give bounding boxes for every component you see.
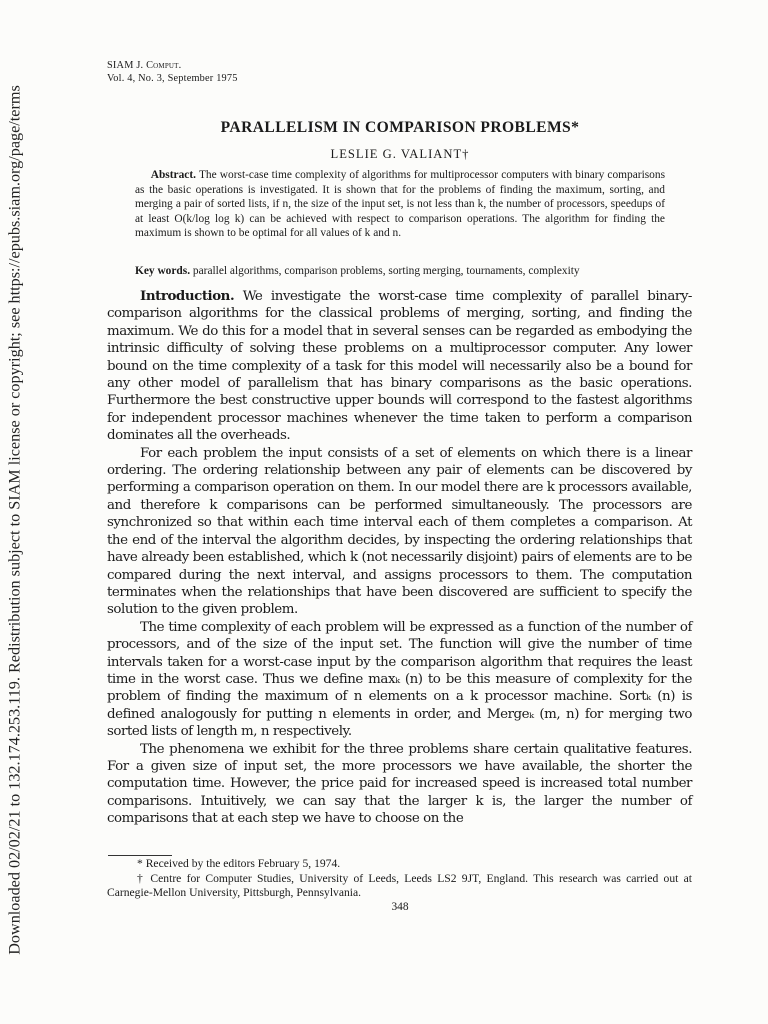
paragraph-3: The time complexity of each problem will be expressed as a function of the number of processors, and of the size of the input set. The function will give the number of time intervals taken for a worst-case input by the comparison algorithm that requires the least time in the worst case. Thus we define maxₖ (n) to be this measure of complexity for the problem of finding the maximum of n elements on a k processor machine. Sortₖ (n) is defined analogously for putting n elements in order, and Mergeₖ (m, n) for merging two sorted lists of length m, n respectively. [107, 619, 692, 740]
abstract-text: The worst-case time complexity of algorithms for multiprocessor computers with binary comparisons as the basic operations is investigated. It is shown that for the problems of finding the maximum, sorting, and merging a pair of sorted lists, if n, the size of the input set, is not less than k, the number of processors, speedups of at least O(k/log log k) can be achieved with respect to comparison operations. The algorithm for finding the maximum is shown to be optimal for all values of k and n. [135, 169, 665, 240]
paper-author: LESLIE G. VALIANT† [330, 147, 470, 161]
journal-volume: Vol. 4, No. 3, September 1975 [107, 72, 238, 84]
download-notice-text: Downloaded 02/02/21 to 132.174.253.119. Redistribution subject to SIAM license or copyright; see https://epubs.siam.org/page/terms [5, 85, 24, 955]
paragraph-2: For each problem the input consists of a set of elements on which there is a linear ordering. The ordering relationship between any pair of elements can be discovered by performing a comparison operation on them. In our model there are k processors available, and therefore k comparisons can be performed simultaneously. The processors are synchronized so that within each time interval each of them completes a comparison. At the end of the interval the algorithm decides, by inspecting the ordering relationships that have already been established, which k (not necessarily disjoint) pairs of elements are to be compared during the next interval, and assigns processors to them. The computation terminates when the relationships that have been discovered are sufficient to specify the solution to the given problem. [107, 445, 692, 618]
footnote-affiliation: † Centre for Computer Studies, University of Leeds, Leeds LS2 9JT, England. This research was carried out at Carnegie-Mellon University, Pittsburgh, Pennsylvania. [107, 871, 692, 900]
body-text [107, 288, 692, 828]
footnote-received: * Received by the editors February 5, 1974. [137, 857, 341, 870]
page-number: 348 [391, 901, 409, 913]
download-notice [0, 0, 30, 1024]
footnotes [107, 857, 692, 901]
paragraph-introduction [107, 288, 692, 445]
paper-title: PARALLELISM IN COMPARISON PROBLEMS* [220, 119, 580, 136]
journal-name [107, 60, 238, 73]
keywords-text: parallel algorithms, comparison problems, sorting merging, tournaments, complexity [192, 265, 580, 277]
keywords [135, 264, 665, 278]
abstract-label: Abstract. [150, 169, 196, 181]
journal-name-prefix: SIAM J. [107, 60, 147, 71]
journal-header [107, 60, 238, 85]
footnote-divider [108, 855, 172, 856]
journal-name-smallcaps: Comput. [146, 60, 182, 71]
paragraph-1-text: We investigate the worst-case time complexity of parallel binary-comparison algorithms for the classical problems of merging, sorting, and finding the maximum. We do this for a model that in several senses can be regarded as embodying the intrinsic difficulty of solving these problems on a multiprocessor computer. Any lower bound on the time complexity of a task for this model will necessarily also be a bound for any other model of parallelism that has binary comparisons as the basic operations. Furthermore the best constructive upper bounds will correspond to the fastest algorithms for independent processor machines whenever the time taken to perform a comparison dominates all the overheads. [107, 289, 693, 444]
paragraph-4: The phenomena we exhibit for the three problems share certain qualitative features. For a given size of input set, the more processors we have available, the shorter the computation time. However, the price paid for increased speed is increased total number comparisons. Intuitively, we can say that the larger k is, the larger the number of comparisons that at each step we have to choose on the [107, 741, 692, 827]
introduction-heading: Introduction. [140, 288, 235, 304]
keywords-label: Key words. [135, 265, 191, 277]
abstract [135, 168, 665, 241]
